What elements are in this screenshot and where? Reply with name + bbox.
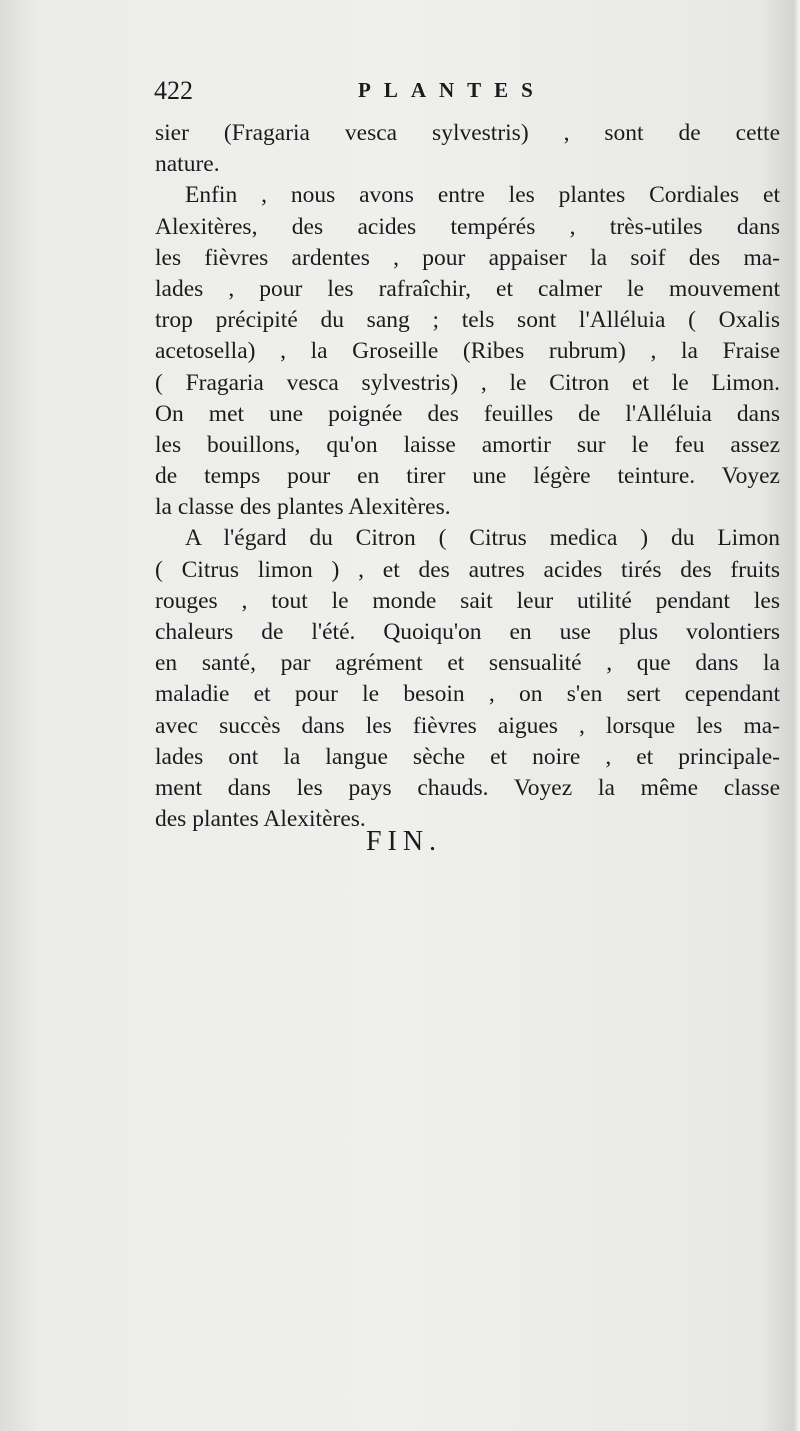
text-line: rouges , tout le monde sait leur utilité pendant les xyxy=(155,587,780,614)
page-header xyxy=(154,76,774,112)
text-line: acetosella) , la Groseille (Ribes rubrum) , la Fraise xyxy=(155,338,780,365)
text-line: On met une poignée des feuilles de l'Alléluia dans xyxy=(155,400,780,427)
body-text xyxy=(155,118,780,835)
text-line: ( Citrus limon ) , et des autres acides tirés des fruits xyxy=(155,556,780,583)
text-line: maladie et pour le besoin , on s'en sert cependant xyxy=(155,681,780,708)
text-line: Enfin , nous avons entre les plantes Cordiales et xyxy=(185,182,780,209)
text-line: en santé, par agrément et sensualité , que dans la xyxy=(155,650,780,677)
running-title: PLANTES xyxy=(358,78,546,102)
text-line: ( Fragaria vesca sylvestris) , le Citron et le Limon. xyxy=(155,369,780,396)
text-line: avec succès dans les fièvres aigues , lorsque les ma- xyxy=(155,712,780,739)
page-edge xyxy=(794,0,800,1431)
text-line: la classe des plantes Alexitères. xyxy=(155,494,451,521)
text-line: A l'égard du Citron ( Citrus medica ) du Limon xyxy=(185,525,780,552)
text-line: de temps pour en tirer une légère teinture. Voyez xyxy=(155,463,780,490)
text-line: chaleurs de l'été. Quoiqu'on en use plus volontiers xyxy=(155,619,780,645)
text-line: lades ont la langue sèche et noire , et principale- xyxy=(155,743,780,770)
text-line: Alexitères, des acides tempérés , très-utiles dans xyxy=(155,213,780,240)
text-line: sier (Fragaria vesca sylvestris) , sont de cette xyxy=(155,120,780,146)
fin-mark: FIN. xyxy=(365,826,443,857)
text-line: les fièvres ardentes , pour appaiser la soif des ma- xyxy=(155,244,780,271)
text-line: trop précipité du sang ; tels sont l'Alléluia ( Oxalis xyxy=(155,307,780,334)
text-line: nature. xyxy=(155,151,220,178)
text-line: ment dans les pays chauds. Voyez la même classe xyxy=(155,774,780,801)
page-number: 422 xyxy=(154,76,193,105)
text-line: les bouillons, qu'on laisse amortir sur le feu assez xyxy=(155,431,780,458)
text-line: des plantes Alexitères. xyxy=(155,806,366,833)
text-line: lades , pour les rafraîchir, et calmer le mouvement xyxy=(155,275,780,302)
